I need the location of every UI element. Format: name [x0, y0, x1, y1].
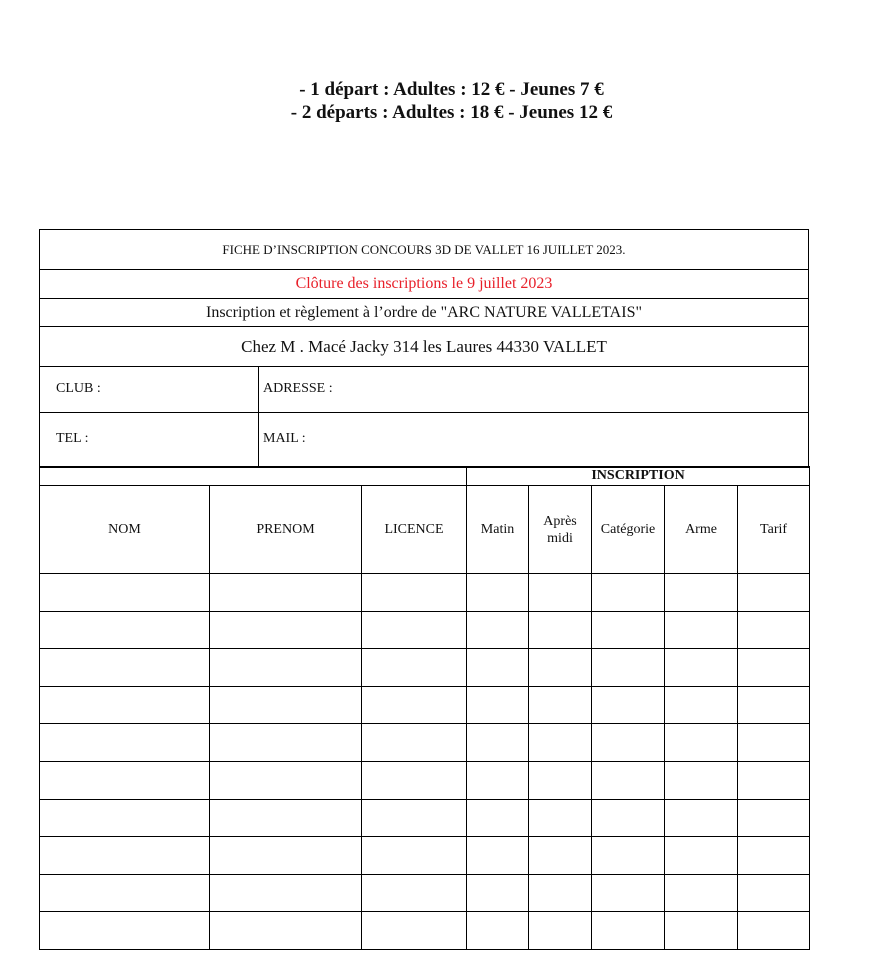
col-arme: Arme	[665, 486, 738, 574]
entry-cell[interactable]	[362, 724, 467, 762]
entry-cell[interactable]	[592, 649, 665, 687]
inscription-group-header: INSCRIPTION	[467, 467, 810, 486]
entry-cell[interactable]	[467, 649, 529, 687]
adresse-field[interactable]: ADRESSE :	[263, 381, 333, 396]
entry-cell[interactable]	[210, 761, 362, 799]
club-address-row	[40, 367, 808, 413]
entry-cell[interactable]	[210, 874, 362, 912]
entry-cell[interactable]	[665, 724, 738, 762]
group-header-row	[40, 467, 810, 486]
entry-cell[interactable]	[40, 686, 210, 724]
price-info	[0, 78, 889, 124]
entry-cell[interactable]	[738, 874, 810, 912]
entry-cell[interactable]	[592, 611, 665, 649]
entry-cell[interactable]	[738, 686, 810, 724]
entry-cell[interactable]	[362, 799, 467, 837]
col-categorie: Catégorie	[592, 486, 665, 574]
entry-cell[interactable]	[665, 912, 738, 950]
entry-cell[interactable]	[529, 574, 592, 612]
entry-cell[interactable]	[665, 686, 738, 724]
entry-cell[interactable]	[467, 837, 529, 875]
entry-cell[interactable]	[592, 799, 665, 837]
entry-cell[interactable]	[665, 837, 738, 875]
entry-cell[interactable]	[738, 837, 810, 875]
entry-cell[interactable]	[592, 724, 665, 762]
tel-mail-row	[40, 413, 808, 467]
entry-cell[interactable]	[362, 912, 467, 950]
entry-cell[interactable]	[665, 649, 738, 687]
entry-cell[interactable]	[738, 799, 810, 837]
entry-cell[interactable]	[467, 761, 529, 799]
entry-cell[interactable]	[738, 724, 810, 762]
entry-cell[interactable]	[210, 686, 362, 724]
entry-cell[interactable]	[529, 611, 592, 649]
entry-cell[interactable]	[362, 761, 467, 799]
entry-cell[interactable]	[665, 874, 738, 912]
column-header-row	[40, 486, 810, 574]
entry-cell[interactable]	[592, 574, 665, 612]
table-row	[40, 912, 810, 950]
entry-cell[interactable]	[529, 799, 592, 837]
form-title: FICHE D’INSCRIPTION CONCOURS 3D DE VALLET 16 JUILLET 2023.	[40, 230, 808, 270]
entry-cell[interactable]	[592, 912, 665, 950]
entry-cell[interactable]	[40, 649, 210, 687]
entry-cell[interactable]	[362, 874, 467, 912]
entry-cell[interactable]	[210, 724, 362, 762]
table-row	[40, 724, 810, 762]
table-row	[40, 837, 810, 875]
table-row	[40, 574, 810, 612]
mail-field[interactable]: MAIL :	[263, 431, 306, 446]
entry-cell[interactable]	[738, 761, 810, 799]
entry-cell[interactable]	[467, 874, 529, 912]
entry-cell[interactable]	[362, 649, 467, 687]
entry-cell[interactable]	[362, 686, 467, 724]
entry-cell[interactable]	[210, 611, 362, 649]
entry-cell[interactable]	[592, 761, 665, 799]
entry-cell[interactable]	[529, 724, 592, 762]
tel-field[interactable]: TEL :	[40, 413, 259, 467]
payment-notice: Inscription et règlement à l’ordre de "ARC NATURE VALLETAIS"	[40, 299, 808, 327]
entry-cell[interactable]	[40, 874, 210, 912]
table-row	[40, 686, 810, 724]
table-row	[40, 649, 810, 687]
price-line-two: - 2 départs : Adultes : 18 € - Jeunes 12 €	[290, 102, 613, 123]
col-tarif: Tarif	[738, 486, 810, 574]
entry-cell[interactable]	[529, 649, 592, 687]
entry-cell[interactable]	[738, 611, 810, 649]
entry-cell[interactable]	[40, 724, 210, 762]
entry-cell[interactable]	[665, 611, 738, 649]
entry-cell[interactable]	[529, 837, 592, 875]
entry-cell[interactable]	[40, 761, 210, 799]
entry-cell[interactable]	[665, 761, 738, 799]
entry-cell[interactable]	[210, 799, 362, 837]
price-line-one: - 1 départ : Adultes : 12 € - Jeunes 7 €	[299, 79, 604, 100]
entry-cell[interactable]	[362, 574, 467, 612]
entry-cell[interactable]	[40, 837, 210, 875]
entry-cell[interactable]	[529, 874, 592, 912]
entry-cell[interactable]	[529, 912, 592, 950]
entry-cell[interactable]	[592, 837, 665, 875]
entry-cell[interactable]	[467, 724, 529, 762]
entry-cell[interactable]	[467, 686, 529, 724]
entry-cell[interactable]	[40, 611, 210, 649]
club-field[interactable]: CLUB :	[40, 367, 259, 412]
registration-table	[39, 466, 810, 950]
entry-cell[interactable]	[362, 837, 467, 875]
entry-cell[interactable]	[210, 574, 362, 612]
entry-cell[interactable]	[40, 799, 210, 837]
entry-cell[interactable]	[592, 686, 665, 724]
entry-cell[interactable]	[210, 912, 362, 950]
entry-cell[interactable]	[665, 799, 738, 837]
entry-cell[interactable]	[738, 912, 810, 950]
entry-cell[interactable]	[665, 574, 738, 612]
table-row	[40, 874, 810, 912]
entry-cell[interactable]	[529, 686, 592, 724]
entry-cell[interactable]	[467, 912, 529, 950]
table-row	[40, 799, 810, 837]
col-nom: NOM	[40, 486, 210, 574]
blank-header-cell	[40, 467, 467, 486]
entry-cell[interactable]	[40, 912, 210, 950]
entry-cell[interactable]	[40, 574, 210, 612]
col-apres-midi: Après midi	[529, 486, 592, 574]
entry-cell[interactable]	[467, 611, 529, 649]
table-row	[40, 761, 810, 799]
col-matin: Matin	[467, 486, 529, 574]
deadline-notice: Clôture des inscriptions le 9 juillet 2023	[40, 270, 808, 299]
entry-cell[interactable]	[738, 649, 810, 687]
entry-cell[interactable]	[467, 799, 529, 837]
entry-cell[interactable]	[362, 611, 467, 649]
entry-cell[interactable]	[529, 761, 592, 799]
table-row	[40, 611, 810, 649]
entry-cell[interactable]	[592, 874, 665, 912]
col-licence: LICENCE	[362, 486, 467, 574]
postal-address: Chez M . Macé Jacky 314 les Laures 44330 VALLET	[40, 327, 808, 367]
entry-cell[interactable]	[210, 837, 362, 875]
col-prenom: PRENOM	[210, 486, 362, 574]
entry-cell[interactable]	[467, 574, 529, 612]
registration-form-header	[39, 229, 809, 468]
entry-cell[interactable]	[210, 649, 362, 687]
entry-cell[interactable]	[738, 574, 810, 612]
